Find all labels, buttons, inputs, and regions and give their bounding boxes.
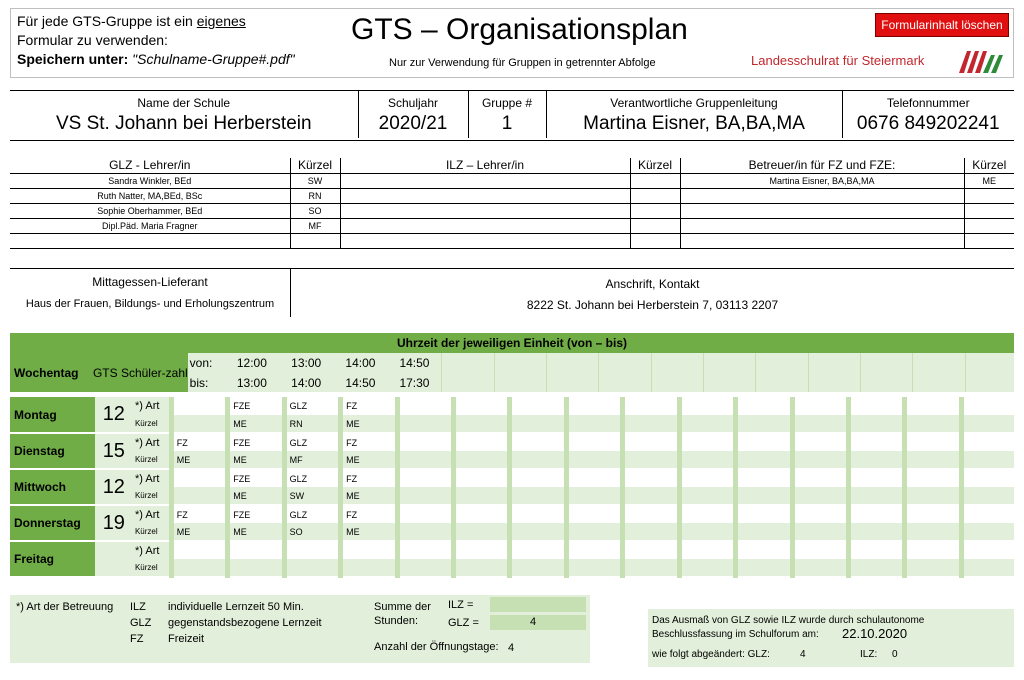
lunch-supplier-label: Mittagessen-Lieferant: [92, 275, 208, 289]
teacher-code-cell[interactable]: [566, 559, 622, 577]
from-time-field[interactable]: [494, 353, 546, 373]
type-cell[interactable]: [453, 397, 509, 415]
to-time-field[interactable]: [756, 373, 808, 393]
art-label: *) Art: [133, 433, 171, 451]
note-glz-field[interactable]: 4: [800, 649, 806, 660]
weekday-2: Mittwoch: [10, 469, 95, 505]
ilz-sum-field[interactable]: [490, 597, 586, 612]
carer-code-field[interactable]: [964, 188, 1014, 203]
weekday-1: Dienstag: [10, 433, 95, 469]
teacher-code-cell[interactable]: [905, 559, 961, 577]
glz-teacher-field[interactable]: Sophie Oberhammer, BEd: [10, 203, 290, 218]
kuerzel-label: Kürzel: [133, 559, 171, 577]
school-name-field[interactable]: VS St. Johann bei Herberstein: [10, 110, 358, 138]
teacher-code-cell[interactable]: [905, 415, 961, 433]
carer-code-field[interactable]: [964, 233, 1014, 248]
type-cell[interactable]: [397, 469, 453, 487]
teacher-code-cell[interactable]: [566, 451, 622, 469]
teacher-code-cell[interactable]: ME: [341, 487, 397, 505]
type-cell[interactable]: [961, 541, 1014, 559]
group-number-field[interactable]: 1: [468, 110, 546, 138]
instruction-line-3: Speichern unter: "Schulname-Gruppe#.pdf": [17, 51, 295, 67]
type-cell[interactable]: [510, 469, 566, 487]
teacher-code-cell[interactable]: [679, 559, 735, 577]
type-cell[interactable]: [849, 469, 905, 487]
ilz-code-field[interactable]: [630, 203, 680, 218]
type-cell[interactable]: [792, 397, 848, 415]
type-cell[interactable]: [961, 397, 1014, 415]
ilz-teacher-field[interactable]: [340, 218, 630, 233]
type-cell[interactable]: FZE: [228, 433, 284, 451]
type-cell[interactable]: [397, 397, 453, 415]
teacher-code-cell[interactable]: [623, 415, 679, 433]
teacher-code-cell[interactable]: [905, 451, 961, 469]
from-time-field[interactable]: [704, 353, 756, 373]
legend-code: GLZ: [130, 617, 152, 629]
type-cell[interactable]: [623, 541, 679, 559]
from-time-field[interactable]: 14:50: [388, 353, 442, 373]
weekday-3: Donnerstag: [10, 505, 95, 541]
from-time-field[interactable]: [547, 353, 599, 373]
type-cell[interactable]: [792, 541, 848, 559]
type-cell[interactable]: [792, 505, 848, 523]
art-label: *) Art: [133, 469, 171, 487]
label-school-name: Name der Schule: [10, 90, 358, 110]
teacher-code-cell[interactable]: [961, 559, 1014, 577]
type-cell[interactable]: [566, 505, 622, 523]
teacher-code-cell[interactable]: [961, 487, 1014, 505]
teacher-code-cell[interactable]: [849, 451, 905, 469]
schedule-day-rows: [10, 397, 1014, 578]
type-cell[interactable]: [736, 397, 792, 415]
type-cell[interactable]: [566, 433, 622, 451]
type-cell[interactable]: [453, 541, 509, 559]
teacher-code-cell[interactable]: ME: [228, 487, 284, 505]
glz-code-field[interactable]: RN: [290, 188, 340, 203]
teacher-code-cell[interactable]: [566, 415, 622, 433]
teacher-code-cell[interactable]: ME: [341, 523, 397, 541]
type-cell[interactable]: [905, 397, 961, 415]
teacher-code-cell[interactable]: [849, 559, 905, 577]
type-cell[interactable]: [961, 433, 1014, 451]
glz-code-field[interactable]: SO: [290, 203, 340, 218]
type-cell[interactable]: [736, 469, 792, 487]
instruction-line-2: Formular zu verwenden:: [17, 32, 168, 48]
type-cell[interactable]: [679, 541, 735, 559]
to-time-field[interactable]: [651, 373, 703, 393]
glz-code-header: Kürzel: [290, 158, 340, 173]
type-cell[interactable]: [171, 541, 227, 559]
kuerzel-label: Kürzel: [133, 415, 171, 433]
from-time-field[interactable]: [808, 353, 860, 373]
type-cell[interactable]: FZE: [228, 469, 284, 487]
type-cell[interactable]: [566, 541, 622, 559]
from-time-field[interactable]: [442, 353, 494, 373]
teacher-code-cell[interactable]: ME: [341, 415, 397, 433]
carer-code-field[interactable]: [964, 218, 1014, 233]
resolution-date-field[interactable]: 22.10.2020: [842, 626, 908, 641]
to-time-field[interactable]: 17:30: [388, 373, 442, 393]
type-cell[interactable]: [679, 469, 735, 487]
teacher-code-cell[interactable]: [792, 559, 848, 577]
teacher-code-cell[interactable]: [792, 523, 848, 541]
phone-field[interactable]: 0676 849202241: [842, 110, 1014, 138]
address-label: Anschrift, Kontakt: [605, 277, 700, 291]
glz-teacher-field[interactable]: Dipl.Päd. Maria Fragner: [10, 218, 290, 233]
teacher-code-cell[interactable]: SO: [284, 523, 340, 541]
teacher-code-cell[interactable]: [792, 415, 848, 433]
from-time-field[interactable]: 13:00: [279, 353, 333, 373]
from-time-field[interactable]: [861, 353, 913, 373]
note-line-2: Beschlussfassung im Schulforum am:: [652, 629, 819, 640]
carer-field[interactable]: [680, 233, 964, 248]
teacher-code-cell[interactable]: [736, 451, 792, 469]
weekday-header: Wochentag: [10, 353, 93, 393]
teacher-code-cell[interactable]: [905, 487, 961, 505]
clear-form-button[interactable]: Formularinhalt löschen: [875, 13, 1009, 37]
type-cell[interactable]: GLZ: [284, 397, 340, 415]
teacher-code-cell[interactable]: [453, 415, 509, 433]
to-time-field[interactable]: [547, 373, 599, 393]
type-cell[interactable]: [510, 397, 566, 415]
teacher-code-cell[interactable]: [228, 559, 284, 577]
legend-code: ILZ: [130, 601, 146, 613]
to-time-field[interactable]: [861, 373, 913, 393]
teacher-code-cell[interactable]: [171, 487, 227, 505]
type-cell[interactable]: [849, 505, 905, 523]
sum-label-2: Stunden:: [374, 615, 419, 627]
label-group: Gruppe #: [468, 90, 546, 110]
teacher-code-cell[interactable]: [849, 415, 905, 433]
type-cell[interactable]: [849, 433, 905, 451]
teacher-code-cell[interactable]: ME: [341, 451, 397, 469]
from-time-field[interactable]: [965, 353, 1014, 373]
glz-code-field[interactable]: MF: [290, 218, 340, 233]
teacher-code-cell[interactable]: [905, 523, 961, 541]
teacher-code-cell[interactable]: [792, 451, 848, 469]
type-cell[interactable]: [453, 505, 509, 523]
ilz-code-field[interactable]: [630, 233, 680, 248]
carer-field[interactable]: [680, 218, 964, 233]
teacher-code-cell[interactable]: [961, 523, 1014, 541]
teacher-code-cell[interactable]: ME: [171, 451, 227, 469]
to-time-field[interactable]: [913, 373, 965, 393]
instruction-line-1: Für jede GTS-Gruppe ist ein eigenes: [17, 13, 246, 29]
teacher-code-cell[interactable]: ME: [228, 523, 284, 541]
ilz-code-field[interactable]: [630, 188, 680, 203]
from-time-field[interactable]: [651, 353, 703, 373]
type-cell[interactable]: [679, 397, 735, 415]
note-panel: [648, 609, 1014, 667]
teacher-code-cell[interactable]: ME: [171, 523, 227, 541]
teacher-code-cell[interactable]: [510, 415, 566, 433]
teacher-code-cell[interactable]: MF: [284, 451, 340, 469]
teacher-code-cell[interactable]: [397, 487, 453, 505]
to-time-field[interactable]: [704, 373, 756, 393]
carer-code-field[interactable]: ME: [964, 173, 1014, 188]
from-time-field[interactable]: [756, 353, 808, 373]
kuerzel-label: Kürzel: [133, 487, 171, 505]
to-time-field[interactable]: 14:00: [279, 373, 333, 393]
type-cell[interactable]: [849, 541, 905, 559]
type-cell[interactable]: [566, 469, 622, 487]
type-cell[interactable]: GLZ: [284, 469, 340, 487]
type-cell[interactable]: [736, 433, 792, 451]
weekday-0: Montag: [10, 397, 95, 433]
from-time-field[interactable]: [913, 353, 965, 373]
carer-header: Betreuer/in für FZ und FZE:: [680, 158, 964, 173]
from-time-field[interactable]: [599, 353, 651, 373]
ilz-teacher-header: ILZ – Lehrer/in: [340, 158, 630, 173]
legend-code: FZ: [130, 633, 144, 645]
art-label: *) Art: [133, 397, 171, 415]
type-cell[interactable]: [679, 505, 735, 523]
lunch-section: [10, 268, 1014, 316]
legend-text: gegenstandsbezogene Lernzeit: [168, 617, 322, 629]
authority-logo-icon: [955, 47, 1007, 75]
teacher-code-cell[interactable]: [341, 559, 397, 577]
teacher-code-cell[interactable]: ME: [228, 415, 284, 433]
legend-title: *) Art der Betreuung: [16, 601, 114, 613]
teacher-code-cell[interactable]: [623, 487, 679, 505]
student-count-field[interactable]: 15: [95, 433, 133, 469]
type-cell[interactable]: [736, 505, 792, 523]
teacher-code-cell[interactable]: [453, 487, 509, 505]
teacher-code-cell[interactable]: [510, 523, 566, 541]
student-count-field[interactable]: 12: [95, 469, 133, 505]
type-cell[interactable]: FZ: [171, 433, 227, 451]
teacher-code-cell[interactable]: [736, 559, 792, 577]
kuerzel-label: Kürzel: [133, 451, 171, 469]
label-group-lead: Verantwortliche Gruppenleitung: [546, 90, 842, 110]
ilz-teacher-field[interactable]: [340, 173, 630, 188]
type-cell[interactable]: [792, 433, 848, 451]
type-cell[interactable]: FZE: [228, 505, 284, 523]
opening-days-label: Anzahl der Öffnungstage:: [374, 641, 499, 653]
type-cell[interactable]: [679, 433, 735, 451]
glz-teacher-field[interactable]: Sandra Winkler, BEd: [10, 173, 290, 188]
glz-sum-label: GLZ =: [448, 617, 479, 629]
teacher-code-cell[interactable]: SW: [284, 487, 340, 505]
type-cell[interactable]: [905, 541, 961, 559]
teacher-code-cell[interactable]: [566, 487, 622, 505]
glz-code-field[interactable]: [290, 233, 340, 248]
glz-teacher-field[interactable]: Ruth Natter, MA,BEd, BSc: [10, 188, 290, 203]
ilz-teacher-field[interactable]: [340, 233, 630, 248]
type-cell[interactable]: FZE: [228, 397, 284, 415]
carer-field[interactable]: [680, 188, 964, 203]
type-cell[interactable]: [171, 397, 227, 415]
lunch-supplier-field[interactable]: Haus der Frauen, Bildungs- und Erholungszentrum: [25, 298, 275, 310]
glz-teacher-header: GLZ - Lehrer/in: [10, 158, 290, 173]
teacher-code-cell[interactable]: [397, 559, 453, 577]
type-cell[interactable]: [905, 433, 961, 451]
type-cell[interactable]: GLZ: [284, 505, 340, 523]
carer-field[interactable]: Martina Eisner, BA,BA,MA: [680, 173, 964, 188]
note-line-3: wie folgt abgeändert: GLZ:: [652, 649, 770, 660]
teacher-code-cell[interactable]: [849, 487, 905, 505]
teacher-code-cell[interactable]: [679, 451, 735, 469]
teacher-code-cell[interactable]: [679, 523, 735, 541]
table-row: [10, 173, 1014, 188]
ilz-teacher-field[interactable]: [340, 188, 630, 203]
authority-name: Landesschulrat für Steiermark: [751, 53, 925, 68]
carer-code-field[interactable]: [964, 203, 1014, 218]
to-time-field[interactable]: [965, 373, 1014, 393]
student-count-field[interactable]: 12: [95, 397, 133, 433]
teacher-code-cell[interactable]: ME: [228, 451, 284, 469]
type-cell[interactable]: [510, 433, 566, 451]
teacher-code-cell[interactable]: [623, 559, 679, 577]
teacher-code-cell[interactable]: [736, 523, 792, 541]
label-school-year: Schuljahr: [358, 90, 468, 110]
teacher-code-cell[interactable]: [284, 559, 340, 577]
teacher-code-cell[interactable]: [510, 559, 566, 577]
to-time-field[interactable]: [599, 373, 651, 393]
teacher-code-cell[interactable]: [961, 451, 1014, 469]
note-ilz-field[interactable]: 0: [892, 649, 898, 660]
type-cell[interactable]: [397, 505, 453, 523]
type-cell[interactable]: [510, 541, 566, 559]
table-row: [10, 188, 1014, 203]
note-ilz-label: ILZ:: [860, 649, 878, 660]
to-time-field[interactable]: [808, 373, 860, 393]
teacher-code-cell[interactable]: [792, 487, 848, 505]
type-cell[interactable]: [284, 541, 340, 559]
carer-code-header: Kürzel: [964, 158, 1014, 173]
table-row: [10, 203, 1014, 218]
legend-text: individuelle Lernzeit 50 Min.: [168, 601, 304, 613]
teacher-code-cell[interactable]: [736, 487, 792, 505]
teacher-code-cell[interactable]: [679, 415, 735, 433]
student-count-field[interactable]: [95, 541, 133, 577]
to-time-field[interactable]: [494, 373, 546, 393]
page-title: GTS – Organisationsplan: [351, 13, 688, 46]
ilz-code-field[interactable]: [630, 173, 680, 188]
type-cell[interactable]: [623, 469, 679, 487]
to-label: bis:: [188, 373, 225, 393]
table-row: [10, 233, 1014, 248]
glz-code-field[interactable]: SW: [290, 173, 340, 188]
type-cell[interactable]: [510, 505, 566, 523]
info-bottom-rule: [10, 140, 1014, 141]
ilz-sum-label: ILZ =: [448, 599, 474, 611]
teacher-code-cell[interactable]: [453, 559, 509, 577]
teacher-code-cell[interactable]: [171, 415, 227, 433]
page-subtitle: Nur zur Verwendung für Gruppen in getrennter Abfolge: [389, 57, 656, 69]
teacher-code-cell[interactable]: [961, 415, 1014, 433]
group-lead-field[interactable]: Martina Eisner, BA,BA,MA: [546, 110, 842, 138]
type-cell[interactable]: [228, 541, 284, 559]
kuerzel-label: Kürzel: [133, 523, 171, 541]
to-time-field[interactable]: [442, 373, 494, 393]
teacher-code-cell[interactable]: RN: [284, 415, 340, 433]
time-header: Uhrzeit der jeweiligen Einheit (von – bis): [10, 333, 1014, 353]
teacher-code-cell[interactable]: [623, 523, 679, 541]
type-cell[interactable]: [453, 469, 509, 487]
type-cell[interactable]: [792, 469, 848, 487]
label-phone: Telefonnummer: [842, 90, 1014, 110]
type-cell[interactable]: [341, 541, 397, 559]
address-field[interactable]: 8222 St. Johann bei Herberstein 7, 03113 2207: [526, 298, 779, 312]
teacher-code-cell[interactable]: [397, 415, 453, 433]
type-cell[interactable]: [453, 433, 509, 451]
teacher-code-cell[interactable]: [453, 523, 509, 541]
type-cell[interactable]: [849, 397, 905, 415]
to-time-field[interactable]: 14:50: [333, 373, 387, 393]
type-cell[interactable]: FZ: [341, 433, 397, 451]
type-cell[interactable]: [905, 469, 961, 487]
art-label: *) Art: [133, 505, 171, 523]
sum-label: Summe der: [374, 601, 431, 613]
type-cell[interactable]: FZ: [341, 469, 397, 487]
gts-count-header: GTS Schüler-zahl: [93, 353, 188, 393]
type-cell[interactable]: [905, 505, 961, 523]
teacher-code-cell[interactable]: [510, 451, 566, 469]
type-cell[interactable]: [623, 505, 679, 523]
type-cell[interactable]: [961, 469, 1014, 487]
table-row: [10, 218, 1014, 233]
from-time-field[interactable]: 12:00: [225, 353, 279, 373]
teacher-code-cell[interactable]: [397, 451, 453, 469]
to-time-field[interactable]: 13:00: [225, 373, 279, 393]
teacher-code-cell[interactable]: [566, 523, 622, 541]
from-label: von:: [188, 353, 225, 373]
art-label: *) Art: [133, 541, 171, 559]
school-info-table: [10, 90, 1014, 138]
teacher-table: [10, 158, 1014, 249]
type-cell[interactable]: [623, 397, 679, 415]
ilz-code-field[interactable]: [630, 218, 680, 233]
teacher-code-cell[interactable]: [736, 415, 792, 433]
schedule-grid: [10, 333, 1014, 394]
type-cell[interactable]: [623, 433, 679, 451]
type-cell[interactable]: [961, 505, 1014, 523]
type-cell[interactable]: FZ: [341, 397, 397, 415]
legend-text: Freizeit: [168, 633, 205, 645]
teacher-code-cell[interactable]: [679, 487, 735, 505]
teacher-code-cell[interactable]: [510, 487, 566, 505]
carer-field[interactable]: [680, 203, 964, 218]
ilz-teacher-field[interactable]: [340, 203, 630, 218]
type-cell[interactable]: [397, 541, 453, 559]
type-cell[interactable]: [397, 433, 453, 451]
form-header: [10, 8, 1014, 78]
legend-panel: [10, 595, 590, 663]
school-year-field[interactable]: 2020/21: [358, 110, 468, 138]
opening-days-field[interactable]: 4: [508, 642, 515, 654]
from-time-field[interactable]: 14:00: [333, 353, 387, 373]
teacher-code-cell[interactable]: [849, 523, 905, 541]
weekday-4: Freitag: [10, 541, 95, 577]
type-cell[interactable]: [736, 541, 792, 559]
student-count-field[interactable]: 19: [95, 505, 133, 541]
teacher-code-cell[interactable]: [623, 451, 679, 469]
teacher-code-cell[interactable]: [453, 451, 509, 469]
glz-sum-field[interactable]: 4: [490, 615, 586, 630]
glz-teacher-field[interactable]: [10, 233, 290, 248]
ilz-code-header: Kürzel: [630, 158, 680, 173]
teacher-code-cell[interactable]: [171, 559, 227, 577]
type-cell[interactable]: [566, 397, 622, 415]
type-cell[interactable]: FZ: [341, 505, 397, 523]
type-cell[interactable]: FZ: [171, 505, 227, 523]
note-line-1: Das Ausmaß von GLZ sowie ILZ wurde durch schulautonome: [652, 615, 925, 626]
type-cell[interactable]: [171, 469, 227, 487]
type-cell[interactable]: GLZ: [284, 433, 340, 451]
teacher-code-cell[interactable]: [397, 523, 453, 541]
